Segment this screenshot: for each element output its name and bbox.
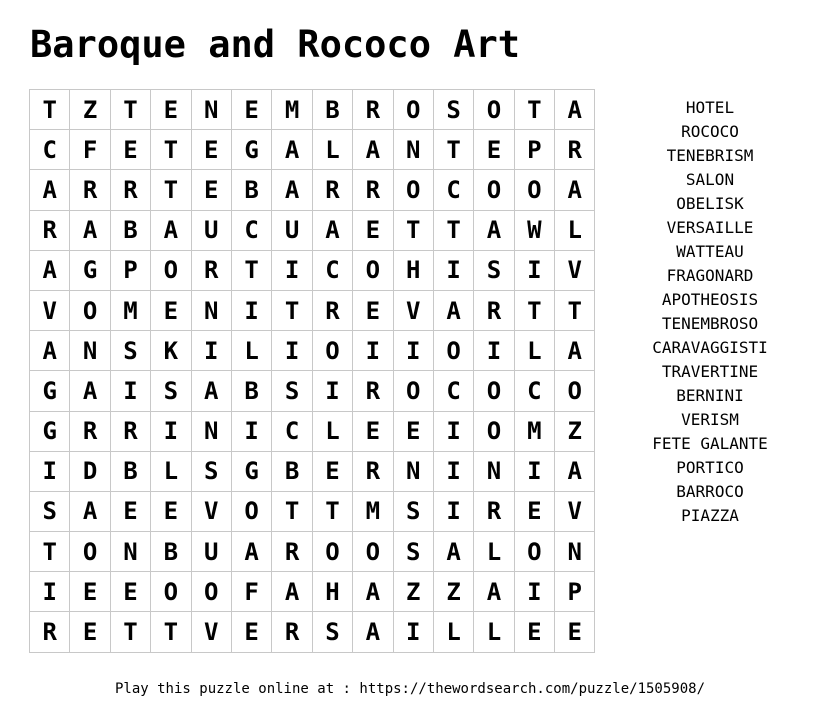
grid-cell[interactable]: M: [110, 290, 150, 330]
grid-row: [30, 210, 595, 250]
grid-cell[interactable]: I: [393, 612, 433, 652]
grid-cell[interactable]: T: [151, 612, 191, 652]
grid-cell[interactable]: O: [393, 371, 433, 411]
grid-cell[interactable]: A: [151, 210, 191, 250]
grid-row: [30, 331, 595, 371]
grid-cell[interactable]: V: [30, 290, 70, 330]
grid-cell[interactable]: A: [555, 331, 595, 371]
grid-cell[interactable]: L: [514, 331, 554, 371]
grid-cell[interactable]: R: [312, 290, 352, 330]
grid-row: [30, 90, 595, 130]
word-list-item: SALON: [685, 170, 735, 189]
grid-cell[interactable]: M: [353, 491, 393, 531]
grid-cell[interactable]: S: [191, 451, 231, 491]
grid-cell[interactable]: I: [30, 451, 70, 491]
word-list-item: VERISM: [681, 410, 739, 429]
grid-cell[interactable]: T: [312, 491, 352, 531]
grid-cell[interactable]: I: [474, 331, 514, 371]
grid-cell[interactable]: L: [231, 331, 271, 371]
grid-cell[interactable]: R: [70, 170, 110, 210]
word-list-item: FRAGONARD: [666, 266, 754, 285]
grid-row: [30, 572, 595, 612]
grid-cell[interactable]: A: [474, 572, 514, 612]
grid-cell[interactable]: O: [353, 532, 393, 572]
grid-cell[interactable]: C: [272, 411, 312, 451]
grid-row: [30, 612, 595, 652]
grid-cell[interactable]: F: [70, 130, 110, 170]
word-list-item: TENEBRISM: [666, 146, 754, 165]
grid-cell[interactable]: R: [272, 532, 312, 572]
word-list-item: TENEMBROSO: [661, 314, 759, 333]
grid-cell[interactable]: I: [514, 451, 554, 491]
grid-cell[interactable]: C: [433, 371, 473, 411]
grid-cell[interactable]: O: [514, 170, 554, 210]
grid-cell[interactable]: I: [433, 250, 473, 290]
word-list-item: PORTICO: [676, 458, 744, 477]
grid-cell[interactable]: O: [474, 371, 514, 411]
grid-cell[interactable]: C: [312, 250, 352, 290]
grid-cell[interactable]: A: [433, 290, 473, 330]
grid-cell[interactable]: S: [151, 371, 191, 411]
grid-cell[interactable]: T: [110, 90, 150, 130]
grid-cell[interactable]: I: [272, 250, 312, 290]
grid-cell[interactable]: A: [191, 371, 231, 411]
grid-cell[interactable]: S: [393, 532, 433, 572]
grid-cell[interactable]: S: [393, 491, 433, 531]
grid-cell[interactable]: L: [474, 532, 514, 572]
word-list-item: PIAZZA: [681, 506, 739, 525]
grid-cell[interactable]: O: [474, 411, 514, 451]
grid-cell[interactable]: N: [191, 90, 231, 130]
grid-cell[interactable]: U: [191, 532, 231, 572]
grid-cell[interactable]: G: [231, 451, 271, 491]
grid-cell[interactable]: A: [272, 572, 312, 612]
grid-cell[interactable]: A: [272, 170, 312, 210]
grid-cell[interactable]: A: [70, 210, 110, 250]
grid-cell[interactable]: B: [231, 170, 271, 210]
grid-cell[interactable]: T: [110, 612, 150, 652]
grid-cell[interactable]: O: [353, 250, 393, 290]
grid-cell[interactable]: O: [514, 532, 554, 572]
grid-cell[interactable]: O: [70, 290, 110, 330]
word-list-item: CARAVAGGISTI: [652, 338, 768, 357]
grid-cell[interactable]: V: [555, 491, 595, 531]
grid-cell[interactable]: U: [191, 210, 231, 250]
grid-cell[interactable]: E: [231, 90, 271, 130]
word-list-item: VERSAILLE: [666, 218, 754, 237]
grid-cell[interactable]: L: [555, 210, 595, 250]
grid-cell[interactable]: C: [514, 371, 554, 411]
word-list-item: BERNINI: [676, 386, 744, 405]
grid-cell[interactable]: V: [555, 250, 595, 290]
word-list-item: APOTHEOSIS: [661, 290, 759, 309]
grid-cell[interactable]: E: [555, 612, 595, 652]
grid-cell[interactable]: V: [191, 612, 231, 652]
grid-cell[interactable]: O: [70, 532, 110, 572]
grid-cell[interactable]: A: [353, 130, 393, 170]
grid-cell[interactable]: O: [312, 532, 352, 572]
grid-cell[interactable]: L: [312, 130, 352, 170]
grid-cell[interactable]: E: [514, 491, 554, 531]
grid-cell[interactable]: V: [191, 491, 231, 531]
word-list-item: TRAVERTINE: [661, 362, 759, 381]
grid-cell[interactable]: E: [110, 130, 150, 170]
grid-cell[interactable]: K: [151, 331, 191, 371]
grid-cell[interactable]: N: [70, 331, 110, 371]
grid-cell[interactable]: A: [353, 572, 393, 612]
grid-cell[interactable]: E: [151, 90, 191, 130]
grid-cell[interactable]: B: [312, 90, 352, 130]
grid-cell[interactable]: N: [110, 532, 150, 572]
grid-cell[interactable]: I: [231, 290, 271, 330]
grid-cell[interactable]: S: [30, 491, 70, 531]
grid-cell[interactable]: H: [393, 250, 433, 290]
footer-link-text: Play this puzzle online at : https://thewordsearch.com/puzzle/1505908/: [114, 681, 705, 697]
grid-cell[interactable]: Z: [393, 572, 433, 612]
grid-cell[interactable]: E: [70, 572, 110, 612]
grid-cell[interactable]: T: [433, 130, 473, 170]
grid-cell[interactable]: E: [393, 411, 433, 451]
grid-cell[interactable]: E: [353, 290, 393, 330]
grid-cell[interactable]: I: [514, 250, 554, 290]
grid-row: [30, 371, 595, 411]
grid-cell[interactable]: O: [433, 331, 473, 371]
grid-cell[interactable]: B: [231, 371, 271, 411]
grid-cell[interactable]: T: [393, 210, 433, 250]
grid-cell[interactable]: S: [474, 250, 514, 290]
word-list-item: BARROCO: [676, 482, 744, 501]
grid-cell[interactable]: A: [30, 170, 70, 210]
grid-cell[interactable]: T: [272, 290, 312, 330]
grid-cell[interactable]: R: [555, 130, 595, 170]
word-list-item: OBELISK: [676, 194, 744, 213]
grid-cell[interactable]: P: [555, 572, 595, 612]
grid-cell[interactable]: T: [151, 170, 191, 210]
grid-cell[interactable]: E: [191, 170, 231, 210]
grid-cell[interactable]: E: [110, 572, 150, 612]
grid-row: [30, 170, 595, 210]
grid-cell[interactable]: T: [555, 290, 595, 330]
grid-cell[interactable]: E: [353, 210, 393, 250]
grid-cell[interactable]: O: [474, 170, 514, 210]
grid-cell[interactable]: E: [474, 130, 514, 170]
grid-cell[interactable]: E: [312, 451, 352, 491]
grid-cell[interactable]: P: [514, 130, 554, 170]
grid-cell[interactable]: A: [474, 210, 514, 250]
grid-cell[interactable]: O: [151, 250, 191, 290]
grid-cell[interactable]: R: [30, 612, 70, 652]
grid-cell[interactable]: A: [70, 491, 110, 531]
grid-cell[interactable]: R: [353, 90, 393, 130]
grid-cell[interactable]: T: [514, 290, 554, 330]
grid-cell[interactable]: R: [191, 250, 231, 290]
grid-cell[interactable]: R: [110, 411, 150, 451]
grid-cell[interactable]: M: [514, 411, 554, 451]
grid-cell[interactable]: O: [231, 491, 271, 531]
grid-cell[interactable]: Z: [433, 572, 473, 612]
grid-cell[interactable]: R: [353, 371, 393, 411]
word-list-item: WATTEAU: [676, 242, 744, 261]
grid-cell[interactable]: R: [110, 170, 150, 210]
grid-cell[interactable]: E: [231, 612, 271, 652]
grid-cell[interactable]: G: [231, 130, 271, 170]
grid-cell[interactable]: G: [30, 371, 70, 411]
grid-row: [30, 290, 595, 330]
grid-cell[interactable]: A: [272, 130, 312, 170]
grid-cell[interactable]: L: [433, 612, 473, 652]
grid-cell[interactable]: T: [30, 90, 70, 130]
grid-cell[interactable]: M: [272, 90, 312, 130]
grid-cell[interactable]: T: [151, 130, 191, 170]
grid-cell[interactable]: C: [231, 210, 271, 250]
grid-cell[interactable]: I: [393, 331, 433, 371]
grid-cell[interactable]: R: [70, 411, 110, 451]
grid-cell[interactable]: A: [231, 532, 271, 572]
grid-cell[interactable]: N: [393, 451, 433, 491]
grid-cell[interactable]: L: [474, 612, 514, 652]
grid-cell[interactable]: B: [272, 451, 312, 491]
grid-cell[interactable]: T: [30, 532, 70, 572]
grid-cell[interactable]: E: [70, 612, 110, 652]
grid-cell[interactable]: O: [151, 572, 191, 612]
grid-cell[interactable]: I: [433, 491, 473, 531]
grid-row: [30, 532, 595, 572]
grid-cell[interactable]: T: [231, 250, 271, 290]
word-list: [640, 96, 780, 528]
grid-cell[interactable]: W: [514, 210, 554, 250]
grid-cell[interactable]: N: [191, 411, 231, 451]
grid-cell[interactable]: N: [474, 451, 514, 491]
grid-cell[interactable]: N: [191, 290, 231, 330]
grid-cell[interactable]: A: [555, 451, 595, 491]
grid-cell[interactable]: B: [110, 210, 150, 250]
grid-cell[interactable]: S: [110, 331, 150, 371]
grid-cell[interactable]: U: [272, 210, 312, 250]
grid-cell[interactable]: F: [231, 572, 271, 612]
grid-cell[interactable]: R: [353, 451, 393, 491]
grid-cell[interactable]: C: [30, 130, 70, 170]
grid-row: [30, 411, 595, 451]
grid-cell[interactable]: P: [110, 250, 150, 290]
grid-cell[interactable]: R: [272, 612, 312, 652]
grid-cell[interactable]: A: [353, 612, 393, 652]
grid-cell[interactable]: R: [474, 491, 514, 531]
grid-cell[interactable]: I: [272, 331, 312, 371]
grid-cell[interactable]: Z: [70, 90, 110, 130]
grid-cell[interactable]: R: [474, 290, 514, 330]
puzzle-title: Baroque and Rococo Art: [30, 23, 521, 66]
grid-cell[interactable]: T: [514, 90, 554, 130]
grid-cell[interactable]: A: [555, 90, 595, 130]
grid-cell[interactable]: A: [312, 210, 352, 250]
grid-cell[interactable]: A: [555, 170, 595, 210]
grid-cell[interactable]: I: [514, 572, 554, 612]
word-list-item: ROCOCO: [681, 122, 739, 141]
word-list-item: FETE GALANTE: [652, 434, 768, 453]
grid-cell[interactable]: D: [70, 451, 110, 491]
grid-cell[interactable]: N: [393, 130, 433, 170]
grid-cell[interactable]: B: [110, 451, 150, 491]
grid-cell[interactable]: S: [312, 612, 352, 652]
grid-cell[interactable]: R: [312, 170, 352, 210]
grid-cell[interactable]: R: [30, 210, 70, 250]
grid-cell[interactable]: O: [393, 170, 433, 210]
grid-row: [30, 130, 595, 170]
grid-row: [30, 451, 595, 491]
grid-cell[interactable]: I: [191, 331, 231, 371]
grid-cell[interactable]: C: [433, 170, 473, 210]
grid-cell[interactable]: O: [555, 371, 595, 411]
grid-cell[interactable]: E: [151, 491, 191, 531]
grid-cell[interactable]: A: [30, 250, 70, 290]
grid-cell[interactable]: B: [151, 532, 191, 572]
grid-cell[interactable]: I: [433, 411, 473, 451]
grid-cell[interactable]: G: [70, 250, 110, 290]
grid-cell[interactable]: E: [110, 491, 150, 531]
grid-cell[interactable]: I: [353, 331, 393, 371]
grid-cell[interactable]: A: [30, 331, 70, 371]
grid-cell[interactable]: E: [353, 411, 393, 451]
grid-cell[interactable]: E: [191, 130, 231, 170]
grid-cell[interactable]: I: [433, 451, 473, 491]
letter-grid: [29, 89, 595, 653]
grid-cell[interactable]: I: [110, 371, 150, 411]
grid-cell[interactable]: H: [312, 572, 352, 612]
grid-cell[interactable]: T: [272, 491, 312, 531]
grid-cell[interactable]: L: [312, 411, 352, 451]
grid-cell[interactable]: V: [393, 290, 433, 330]
grid-cell[interactable]: Z: [555, 411, 595, 451]
grid-cell[interactable]: E: [151, 290, 191, 330]
grid-cell[interactable]: I: [151, 411, 191, 451]
word-list-item: HOTEL: [685, 98, 735, 117]
grid-cell[interactable]: I: [231, 411, 271, 451]
grid-cell[interactable]: O: [312, 331, 352, 371]
grid-row: [30, 250, 595, 290]
grid-cell[interactable]: S: [272, 371, 312, 411]
grid-cell[interactable]: O: [393, 90, 433, 130]
grid-cell[interactable]: S: [433, 90, 473, 130]
grid-cell[interactable]: A: [70, 371, 110, 411]
grid-cell[interactable]: T: [433, 210, 473, 250]
grid-cell[interactable]: O: [191, 572, 231, 612]
grid-cell[interactable]: G: [30, 411, 70, 451]
grid-cell[interactable]: A: [433, 532, 473, 572]
grid-row: [30, 491, 595, 531]
grid-cell[interactable]: R: [353, 170, 393, 210]
grid-cell[interactable]: E: [514, 612, 554, 652]
grid-cell[interactable]: I: [312, 371, 352, 411]
grid-cell[interactable]: I: [30, 572, 70, 612]
grid-cell[interactable]: L: [151, 451, 191, 491]
grid-cell[interactable]: O: [474, 90, 514, 130]
grid-cell[interactable]: N: [555, 532, 595, 572]
